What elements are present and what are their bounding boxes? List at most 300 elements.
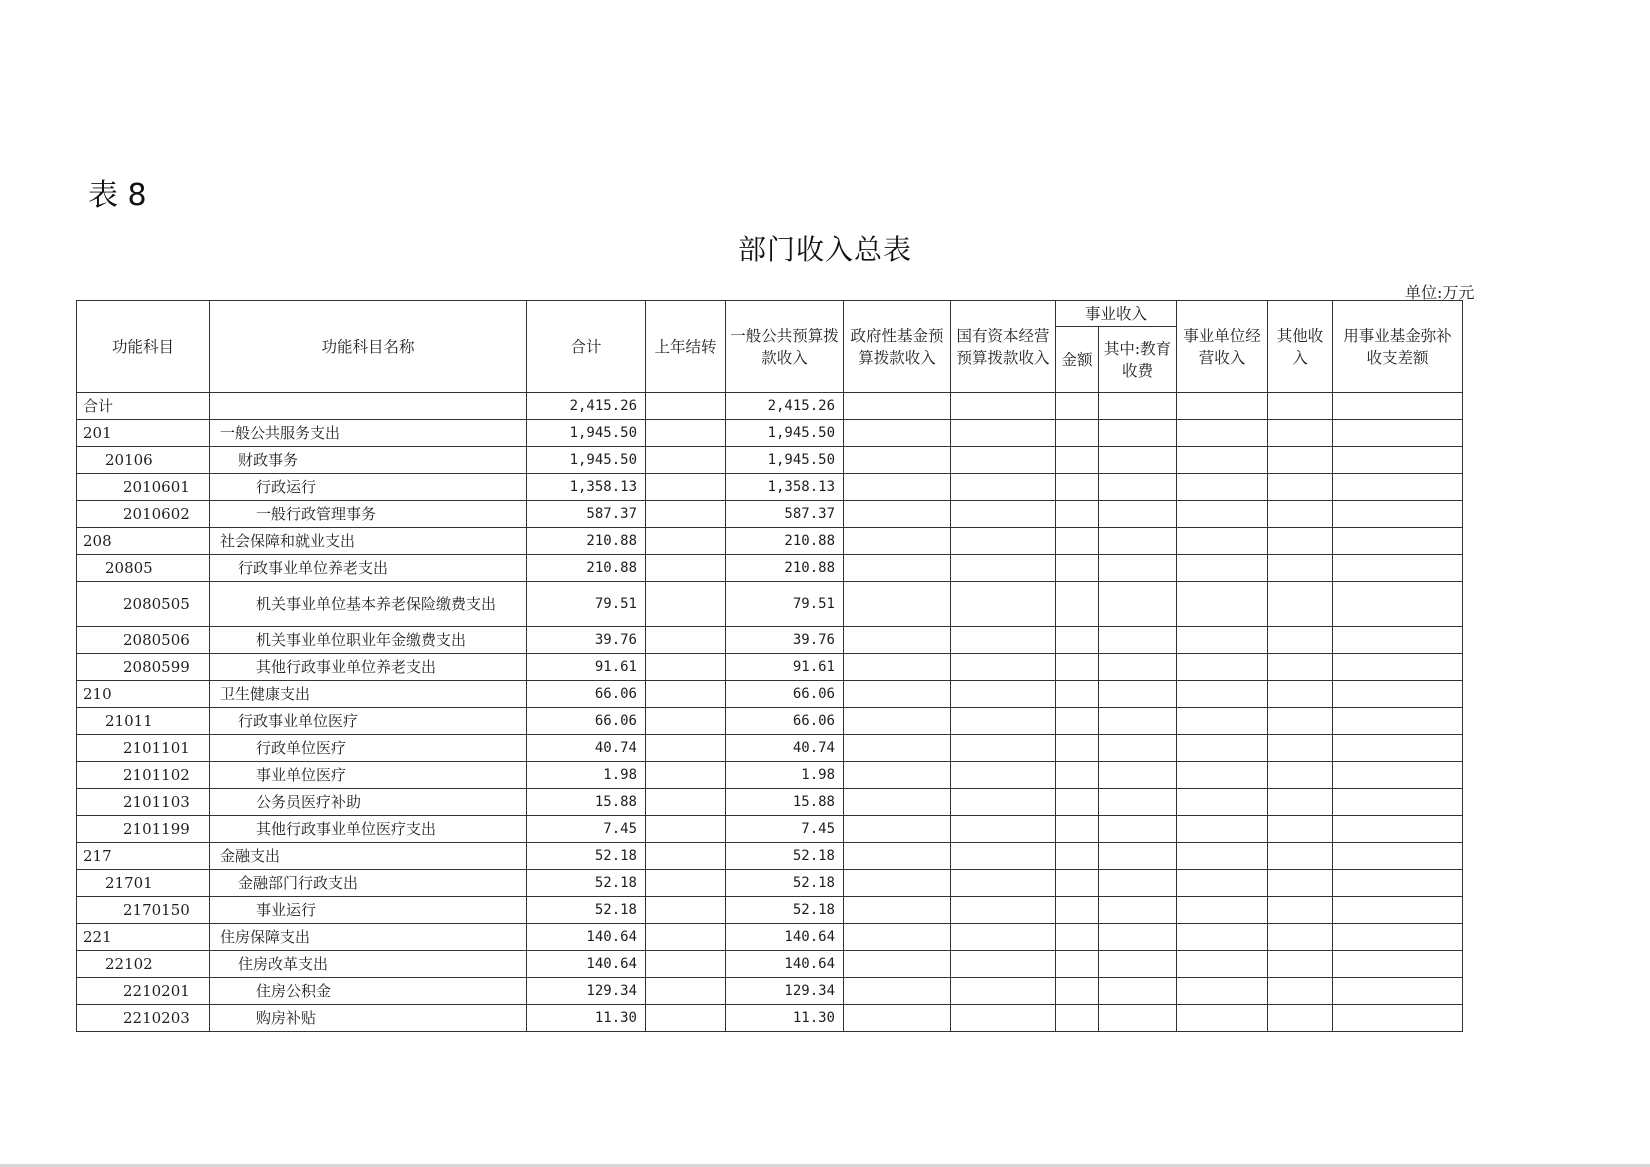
income-summary-table: [76, 300, 1463, 1032]
row-business-amount: [1056, 735, 1099, 762]
row-state-capital: [951, 870, 1056, 897]
row-state-capital: [951, 1005, 1056, 1032]
row-code: 21701: [77, 870, 210, 897]
row-fund-offset: [1333, 627, 1463, 654]
table-label: 表 8: [88, 178, 147, 213]
row-carryover: [646, 843, 726, 870]
row-total: 91.61: [527, 654, 646, 681]
row-business-amount: [1056, 555, 1099, 582]
row-business-amount: [1056, 528, 1099, 555]
row-state-capital: [951, 735, 1056, 762]
row-business-amount: [1056, 816, 1099, 843]
row-code: 2210201: [77, 978, 210, 1005]
row-gov-fund: [844, 555, 951, 582]
table-row: [77, 447, 1463, 474]
row-unit-operating: [1177, 555, 1268, 582]
row-business-edu: [1099, 789, 1177, 816]
row-other: [1268, 870, 1333, 897]
row-general-budget: 15.88: [726, 789, 844, 816]
row-total: 140.64: [527, 951, 646, 978]
header-total: 合计: [527, 301, 646, 393]
row-code: 221: [77, 924, 210, 951]
row-code: 2010601: [77, 474, 210, 501]
row-total: 15.88: [527, 789, 646, 816]
row-gov-fund: [844, 735, 951, 762]
row-general-budget: 66.06: [726, 708, 844, 735]
row-carryover: [646, 627, 726, 654]
row-carryover: [646, 1005, 726, 1032]
row-business-amount: [1056, 708, 1099, 735]
row-state-capital: [951, 654, 1056, 681]
row-gov-fund: [844, 708, 951, 735]
row-total: 79.51: [527, 582, 646, 627]
row-unit-operating: [1177, 393, 1268, 420]
row-state-capital: [951, 951, 1056, 978]
row-other: [1268, 555, 1333, 582]
row-fund-offset: [1333, 870, 1463, 897]
row-other: [1268, 681, 1333, 708]
row-other: [1268, 393, 1333, 420]
row-general-budget: 40.74: [726, 735, 844, 762]
row-general-budget: 587.37: [726, 501, 844, 528]
row-business-edu: [1099, 735, 1177, 762]
row-state-capital: [951, 897, 1056, 924]
table-row: [77, 627, 1463, 654]
row-general-budget: 91.61: [726, 654, 844, 681]
row-business-edu: [1099, 870, 1177, 897]
row-state-capital: [951, 501, 1056, 528]
row-code: 2101101: [77, 735, 210, 762]
row-code: 2080505: [77, 582, 210, 627]
row-unit-operating: [1177, 897, 1268, 924]
row-state-capital: [951, 843, 1056, 870]
row-unit-operating: [1177, 681, 1268, 708]
row-business-edu: [1099, 924, 1177, 951]
row-gov-fund: [844, 474, 951, 501]
row-gov-fund: [844, 924, 951, 951]
row-fund-offset: [1333, 447, 1463, 474]
header-name: 功能科目名称: [210, 301, 527, 393]
row-business-amount: [1056, 843, 1099, 870]
row-carryover: [646, 582, 726, 627]
row-state-capital: [951, 978, 1056, 1005]
row-carryover: [646, 393, 726, 420]
row-business-amount: [1056, 951, 1099, 978]
row-fund-offset: [1333, 1005, 1463, 1032]
row-code: 201: [77, 420, 210, 447]
row-gov-fund: [844, 816, 951, 843]
table-row: [77, 870, 1463, 897]
row-state-capital: [951, 582, 1056, 627]
row-business-edu: [1099, 897, 1177, 924]
row-general-budget: 1.98: [726, 762, 844, 789]
row-business-amount: [1056, 978, 1099, 1005]
row-business-amount: [1056, 897, 1099, 924]
row-general-budget: 52.18: [726, 843, 844, 870]
row-gov-fund: [844, 978, 951, 1005]
row-business-edu: [1099, 843, 1177, 870]
row-general-budget: 1,945.50: [726, 447, 844, 474]
table-row: [77, 708, 1463, 735]
row-general-budget: 52.18: [726, 897, 844, 924]
row-name: 住房改革支出: [210, 951, 527, 978]
row-code: 合计: [77, 393, 210, 420]
row-total: 1.98: [527, 762, 646, 789]
row-business-amount: [1056, 501, 1099, 528]
row-code: 2080506: [77, 627, 210, 654]
row-fund-offset: [1333, 951, 1463, 978]
table-row: [77, 951, 1463, 978]
row-business-edu: [1099, 528, 1177, 555]
header-business-income: 事业收入: [1056, 301, 1177, 327]
row-code: 2210203: [77, 1005, 210, 1032]
row-total: 210.88: [527, 528, 646, 555]
row-total: 210.88: [527, 555, 646, 582]
row-code: 20106: [77, 447, 210, 474]
row-state-capital: [951, 681, 1056, 708]
row-business-edu: [1099, 474, 1177, 501]
table-row: [77, 924, 1463, 951]
row-unit-operating: [1177, 816, 1268, 843]
table-row: [77, 681, 1463, 708]
row-business-edu: [1099, 420, 1177, 447]
row-general-budget: 11.30: [726, 1005, 844, 1032]
row-business-amount: [1056, 870, 1099, 897]
row-name: 社会保障和就业支出: [210, 528, 527, 555]
row-business-edu: [1099, 627, 1177, 654]
row-fund-offset: [1333, 654, 1463, 681]
row-name: 机关事业单位职业年金缴费支出: [210, 627, 527, 654]
row-business-amount: [1056, 924, 1099, 951]
row-fund-offset: [1333, 501, 1463, 528]
row-business-edu: [1099, 951, 1177, 978]
table-row: [77, 897, 1463, 924]
row-name: 金融部门行政支出: [210, 870, 527, 897]
row-fund-offset: [1333, 816, 1463, 843]
row-name: 行政运行: [210, 474, 527, 501]
row-business-amount: [1056, 654, 1099, 681]
table-row: [77, 1005, 1463, 1032]
header-business-edu: 其中:教育收费: [1099, 327, 1177, 393]
row-carryover: [646, 816, 726, 843]
row-general-budget: 1,358.13: [726, 474, 844, 501]
row-carryover: [646, 555, 726, 582]
row-gov-fund: [844, 762, 951, 789]
row-total: 7.45: [527, 816, 646, 843]
row-unit-operating: [1177, 474, 1268, 501]
row-gov-fund: [844, 951, 951, 978]
row-fund-offset: [1333, 528, 1463, 555]
row-name: 行政事业单位医疗: [210, 708, 527, 735]
row-business-edu: [1099, 501, 1177, 528]
row-state-capital: [951, 474, 1056, 501]
row-carryover: [646, 870, 726, 897]
row-carryover: [646, 924, 726, 951]
row-business-amount: [1056, 582, 1099, 627]
row-other: [1268, 501, 1333, 528]
row-carryover: [646, 528, 726, 555]
row-fund-offset: [1333, 582, 1463, 627]
row-fund-offset: [1333, 735, 1463, 762]
row-fund-offset: [1333, 789, 1463, 816]
row-unit-operating: [1177, 708, 1268, 735]
row-gov-fund: [844, 654, 951, 681]
row-business-edu: [1099, 393, 1177, 420]
table-row: [77, 555, 1463, 582]
row-name: 机关事业单位基本养老保险缴费支出: [210, 582, 527, 627]
row-unit-operating: [1177, 789, 1268, 816]
header-general-budget: 一般公共预算拨款收入: [726, 301, 844, 393]
row-other: [1268, 816, 1333, 843]
header-unit-operating: 事业单位经营收入: [1177, 301, 1268, 393]
row-unit-operating: [1177, 735, 1268, 762]
row-total: 1,945.50: [527, 447, 646, 474]
table-row: [77, 789, 1463, 816]
row-fund-offset: [1333, 843, 1463, 870]
row-total: 1,945.50: [527, 420, 646, 447]
row-business-edu: [1099, 1005, 1177, 1032]
row-name: 事业单位医疗: [210, 762, 527, 789]
row-other: [1268, 582, 1333, 627]
row-code: 2101102: [77, 762, 210, 789]
row-total: 11.30: [527, 1005, 646, 1032]
row-gov-fund: [844, 528, 951, 555]
row-code: 2170150: [77, 897, 210, 924]
row-carryover: [646, 762, 726, 789]
row-carryover: [646, 897, 726, 924]
row-fund-offset: [1333, 762, 1463, 789]
table-row: [77, 762, 1463, 789]
row-name: [210, 393, 527, 420]
row-general-budget: 7.45: [726, 816, 844, 843]
row-general-budget: 210.88: [726, 555, 844, 582]
page-title: 部门收入总表: [737, 233, 912, 266]
row-general-budget: 66.06: [726, 681, 844, 708]
row-carryover: [646, 951, 726, 978]
row-other: [1268, 789, 1333, 816]
row-total: 66.06: [527, 708, 646, 735]
row-gov-fund: [844, 870, 951, 897]
row-state-capital: [951, 528, 1056, 555]
row-business-edu: [1099, 447, 1177, 474]
table-row: [77, 420, 1463, 447]
row-total: 587.37: [527, 501, 646, 528]
row-other: [1268, 924, 1333, 951]
row-carryover: [646, 654, 726, 681]
row-other: [1268, 447, 1333, 474]
row-code: 208: [77, 528, 210, 555]
row-general-budget: 1,945.50: [726, 420, 844, 447]
row-business-edu: [1099, 654, 1177, 681]
row-fund-offset: [1333, 897, 1463, 924]
row-state-capital: [951, 789, 1056, 816]
row-general-budget: 140.64: [726, 924, 844, 951]
header-code: 功能科目: [77, 301, 210, 393]
row-business-edu: [1099, 708, 1177, 735]
row-fund-offset: [1333, 978, 1463, 1005]
row-state-capital: [951, 420, 1056, 447]
row-general-budget: 2,415.26: [726, 393, 844, 420]
row-total: 129.34: [527, 978, 646, 1005]
row-carryover: [646, 708, 726, 735]
row-gov-fund: [844, 420, 951, 447]
row-business-amount: [1056, 447, 1099, 474]
row-total: 52.18: [527, 870, 646, 897]
row-business-amount: [1056, 474, 1099, 501]
row-name: 卫生健康支出: [210, 681, 527, 708]
row-other: [1268, 420, 1333, 447]
row-gov-fund: [844, 897, 951, 924]
table-row: [77, 501, 1463, 528]
row-gov-fund: [844, 789, 951, 816]
row-business-edu: [1099, 816, 1177, 843]
row-unit-operating: [1177, 420, 1268, 447]
row-code: 2101199: [77, 816, 210, 843]
row-state-capital: [951, 762, 1056, 789]
table-row: [77, 978, 1463, 1005]
row-other: [1268, 735, 1333, 762]
row-business-amount: [1056, 393, 1099, 420]
row-business-amount: [1056, 1005, 1099, 1032]
row-other: [1268, 474, 1333, 501]
row-other: [1268, 654, 1333, 681]
row-unit-operating: [1177, 762, 1268, 789]
row-gov-fund: [844, 843, 951, 870]
row-other: [1268, 1005, 1333, 1032]
row-unit-operating: [1177, 501, 1268, 528]
row-code: 20805: [77, 555, 210, 582]
row-gov-fund: [844, 681, 951, 708]
table-row: [77, 843, 1463, 870]
row-name: 财政事务: [210, 447, 527, 474]
row-unit-operating: [1177, 924, 1268, 951]
row-name: 事业运行: [210, 897, 527, 924]
row-other: [1268, 978, 1333, 1005]
row-carryover: [646, 420, 726, 447]
row-name: 公务员医疗补助: [210, 789, 527, 816]
row-general-budget: 39.76: [726, 627, 844, 654]
row-carryover: [646, 501, 726, 528]
row-name: 行政单位医疗: [210, 735, 527, 762]
row-carryover: [646, 681, 726, 708]
header-gov-fund: 政府性基金预算拨款收入: [844, 301, 951, 393]
row-business-edu: [1099, 555, 1177, 582]
row-unit-operating: [1177, 627, 1268, 654]
row-unit-operating: [1177, 870, 1268, 897]
row-code: 21011: [77, 708, 210, 735]
row-carryover: [646, 978, 726, 1005]
row-fund-offset: [1333, 924, 1463, 951]
header-state-capital: 国有资本经营预算拨款收入: [951, 301, 1056, 393]
row-other: [1268, 528, 1333, 555]
unit-note: 单位:万元: [1405, 283, 1475, 302]
row-business-amount: [1056, 420, 1099, 447]
row-business-edu: [1099, 978, 1177, 1005]
row-other: [1268, 708, 1333, 735]
row-state-capital: [951, 816, 1056, 843]
row-gov-fund: [844, 1005, 951, 1032]
row-other: [1268, 897, 1333, 924]
table-body: [77, 393, 1463, 1032]
row-name: 金融支出: [210, 843, 527, 870]
row-total: 2,415.26: [527, 393, 646, 420]
header-other: 其他收入: [1268, 301, 1333, 393]
row-fund-offset: [1333, 393, 1463, 420]
row-fund-offset: [1333, 708, 1463, 735]
row-other: [1268, 951, 1333, 978]
row-carryover: [646, 735, 726, 762]
table-row: [77, 654, 1463, 681]
row-name: 其他行政事业单位养老支出: [210, 654, 527, 681]
table-row: [77, 528, 1463, 555]
row-general-budget: 140.64: [726, 951, 844, 978]
table-row: [77, 816, 1463, 843]
row-code: 2101103: [77, 789, 210, 816]
row-unit-operating: [1177, 582, 1268, 627]
row-business-edu: [1099, 582, 1177, 627]
row-fund-offset: [1333, 420, 1463, 447]
row-state-capital: [951, 708, 1056, 735]
row-gov-fund: [844, 447, 951, 474]
row-general-budget: 129.34: [726, 978, 844, 1005]
row-total: 66.06: [527, 681, 646, 708]
row-total: 40.74: [527, 735, 646, 762]
header-fund-offset: 用事业基金弥补收支差额: [1333, 301, 1463, 393]
row-state-capital: [951, 555, 1056, 582]
row-general-budget: 210.88: [726, 528, 844, 555]
row-state-capital: [951, 447, 1056, 474]
row-business-amount: [1056, 627, 1099, 654]
row-total: 140.64: [527, 924, 646, 951]
row-state-capital: [951, 627, 1056, 654]
row-code: 217: [77, 843, 210, 870]
row-unit-operating: [1177, 447, 1268, 474]
table-row: [77, 582, 1463, 627]
row-carryover: [646, 474, 726, 501]
row-unit-operating: [1177, 843, 1268, 870]
row-state-capital: [951, 924, 1056, 951]
table-header: [77, 301, 1463, 393]
row-gov-fund: [844, 501, 951, 528]
row-gov-fund: [844, 393, 951, 420]
row-name: 其他行政事业单位医疗支出: [210, 816, 527, 843]
row-total: 39.76: [527, 627, 646, 654]
row-code: 22102: [77, 951, 210, 978]
row-general-budget: 79.51: [726, 582, 844, 627]
row-total: 52.18: [527, 897, 646, 924]
row-state-capital: [951, 393, 1056, 420]
row-business-edu: [1099, 762, 1177, 789]
row-unit-operating: [1177, 1005, 1268, 1032]
row-unit-operating: [1177, 978, 1268, 1005]
header-carryover: 上年结转: [646, 301, 726, 393]
row-name: 一般行政管理事务: [210, 501, 527, 528]
row-name: 行政事业单位养老支出: [210, 555, 527, 582]
row-business-amount: [1056, 789, 1099, 816]
row-fund-offset: [1333, 474, 1463, 501]
row-unit-operating: [1177, 528, 1268, 555]
row-gov-fund: [844, 582, 951, 627]
row-name: 购房补贴: [210, 1005, 527, 1032]
row-code: 210: [77, 681, 210, 708]
row-total: 52.18: [527, 843, 646, 870]
header-business-amount: 金额: [1056, 327, 1099, 393]
row-carryover: [646, 789, 726, 816]
row-fund-offset: [1333, 681, 1463, 708]
row-other: [1268, 762, 1333, 789]
row-unit-operating: [1177, 654, 1268, 681]
row-gov-fund: [844, 627, 951, 654]
